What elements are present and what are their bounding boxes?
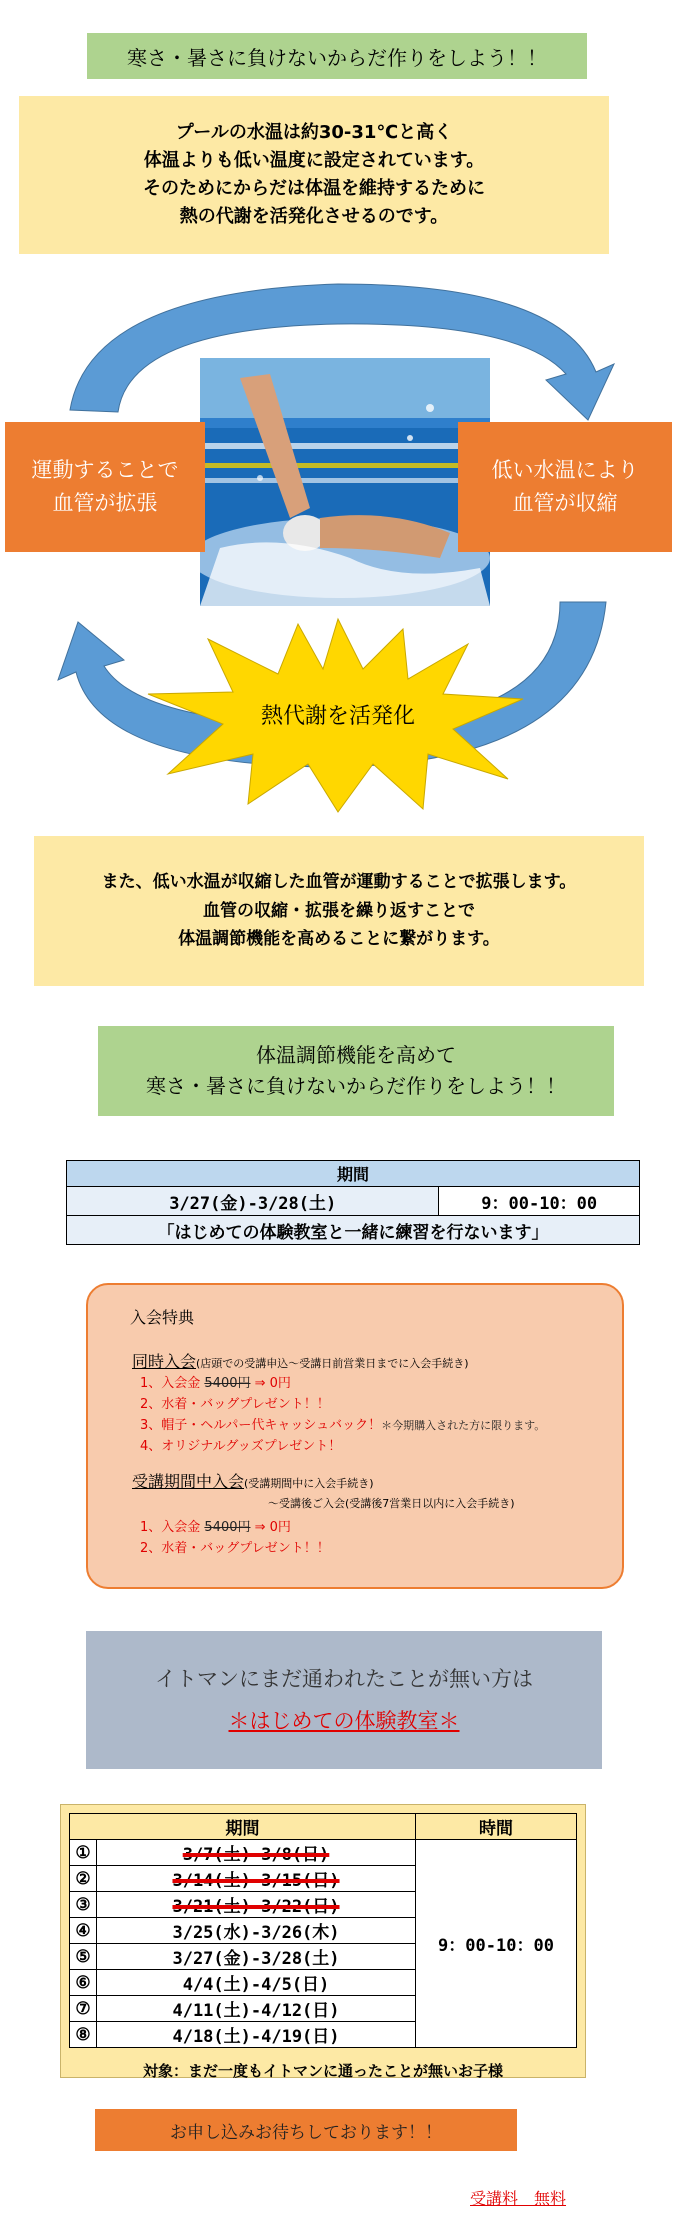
trial-row-num: ⑦ <box>70 1996 97 2022</box>
trial-banner <box>86 1631 602 1769</box>
intro-line: プールの水温は約30-31℃と高く <box>175 122 453 144</box>
trial-row-dates <box>97 1892 416 1918</box>
during-item-text: 1、入会金 <box>140 1520 205 1535</box>
simul-item-text: 2、水着・バッグプレゼント！！ <box>140 1397 330 1412</box>
vessel-dilate-line: 血管が拡張 <box>52 491 158 515</box>
burst-text: 熱代謝を活発化 <box>260 703 415 729</box>
during-note2: ～受講後ご入会(受講後7営業日以内に入会手続き) <box>268 1497 515 1510</box>
vessel-dilate-box <box>5 422 205 552</box>
mid-banner <box>98 1026 614 1116</box>
explain-line: 体温調節機能を高めることに繋がります。 <box>178 929 500 950</box>
intro-line: 熱の代謝を活発化させるのです。 <box>179 205 449 227</box>
simul-item <box>140 1415 545 1436</box>
swimmer-photo <box>200 358 490 606</box>
trial-banner-line2: ＊はじめての体験教室＊ <box>228 1709 460 1733</box>
vessel-constrict-box <box>458 422 672 552</box>
during-item-strike: 5400円 <box>204 1520 251 1535</box>
trial-row-dates <box>97 1866 416 1892</box>
perks-title: 入会特典 <box>130 1308 195 1327</box>
intro-line: そのためにからだは体温を維持するために <box>143 178 485 199</box>
simul-item-text: 3、帽子・ヘルパー代キャッシュバック！ <box>140 1418 382 1433</box>
vessel-dilate-line: 運動することで <box>31 458 179 483</box>
simul-item-strike: 5400円 <box>204 1376 251 1391</box>
trial-row-dates-text: 3/7(土)-3/8(日) <box>182 1845 330 1865</box>
during-item-post: ⇒ 0円 <box>250 1520 291 1535</box>
trial-table <box>60 1804 586 2078</box>
cta-text: お申し込みお待ちしております！！ <box>170 2122 442 2143</box>
explain-box <box>34 836 644 986</box>
simul-item <box>140 1373 545 1394</box>
period-note: 「はじめての体験教室と一緒に練習を行ないます」 <box>67 1216 640 1245</box>
simul-title: 同時入会 <box>132 1352 197 1371</box>
trial-row-dates: 3/27(金)-3/28(土) <box>97 1944 416 1970</box>
simul-item <box>140 1394 545 1415</box>
during-item <box>140 1517 330 1538</box>
trial-banner-line1: イトマンにまだ通われたことが無い方は <box>155 1667 533 1691</box>
simul-item-text: 4、オリジナルグッズプレゼント！ <box>140 1439 342 1454</box>
trial-row-dates: 4/4(土)-4/5(日) <box>97 1970 416 1996</box>
metabolism-burst <box>138 614 538 814</box>
trial-target: 対象：まだ一度もイトマンに通ったことが無いお子様 <box>142 2062 503 2080</box>
simul-item-text: 1、入会金 <box>140 1376 205 1391</box>
trial-row-num: ⑧ <box>70 2022 97 2048</box>
mid-banner-line: 寒さ・暑さに負けないからだ作りをしよう！！ <box>146 1074 566 1098</box>
period-table <box>66 1160 640 1245</box>
trial-row-num: ① <box>70 1840 97 1866</box>
trial-row-num: ② <box>70 1866 97 1892</box>
top-banner-text: 寒さ・暑さに負けないからだ作りをしよう！！ <box>127 45 547 70</box>
trial-row-dates: 4/18(土)-4/19(日) <box>97 2022 416 2048</box>
period-dates: 3/27(金)-3/28(土) <box>67 1187 439 1216</box>
perks-box <box>86 1283 624 1589</box>
simul-item-post: ⇒ 0円 <box>250 1376 291 1391</box>
trial-header-period: 期間 <box>70 1814 416 1840</box>
during-title: 受講期間中入会 <box>132 1472 245 1491</box>
trial-row-dates: 3/25(水)-3/26(木) <box>97 1918 416 1944</box>
simul-list <box>140 1373 545 1457</box>
during-note: (受講期間中に入会手続き) <box>244 1477 374 1490</box>
trial-row-num: ⑤ <box>70 1944 97 1970</box>
mid-banner-line: 体温調節機能を高めて <box>256 1043 456 1067</box>
explain-line: 血管の収縮・拡張を繰り返すことで <box>203 900 475 921</box>
intro-line: 体温よりも低い温度に設定されています。 <box>143 150 485 172</box>
period-time: 9：00-10：00 <box>439 1187 640 1216</box>
cta-banner <box>95 2109 517 2151</box>
vessel-constrict-line: 低い水温により <box>491 458 639 483</box>
simul-item-post: ＊今期購入された方に限ります。 <box>381 1419 546 1432</box>
during-item-text: 2、水着・バッグプレゼント！！ <box>140 1541 330 1556</box>
trial-row-dates-text: 3/21(土)-3/22(日) <box>172 1897 340 1917</box>
trial-time: 9：00-10：00 <box>416 1840 577 2048</box>
during-list <box>140 1517 330 1559</box>
trial-row-num: ③ <box>70 1892 97 1918</box>
cycle-diagram <box>0 262 676 822</box>
simul-note: (店頭での受講申込～受講日前営業日までに入会手続き) <box>196 1357 469 1370</box>
fee-text: 受講料 無料 <box>470 2189 567 2208</box>
trial-row-dates-text: 3/14(土)-3/15(日) <box>172 1871 340 1891</box>
trial-row-dates <box>97 1840 416 1866</box>
during-heading <box>132 1469 374 1492</box>
during-item <box>140 1538 330 1559</box>
trial-header-time: 時間 <box>416 1814 577 1840</box>
trial-row-dates: 4/11(土)-4/12(日) <box>97 1996 416 2022</box>
top-banner <box>87 33 587 79</box>
period-header: 期間 <box>67 1161 640 1187</box>
trial-row-num: ④ <box>70 1918 97 1944</box>
explain-line: また、低い水温が収縮した血管が運動することで拡張します。 <box>101 871 577 892</box>
trial-row-num: ⑥ <box>70 1970 97 1996</box>
vessel-constrict-line: 血管が収縮 <box>512 491 618 515</box>
intro-box <box>19 96 609 254</box>
simul-item <box>140 1436 545 1457</box>
simul-heading <box>132 1349 469 1372</box>
